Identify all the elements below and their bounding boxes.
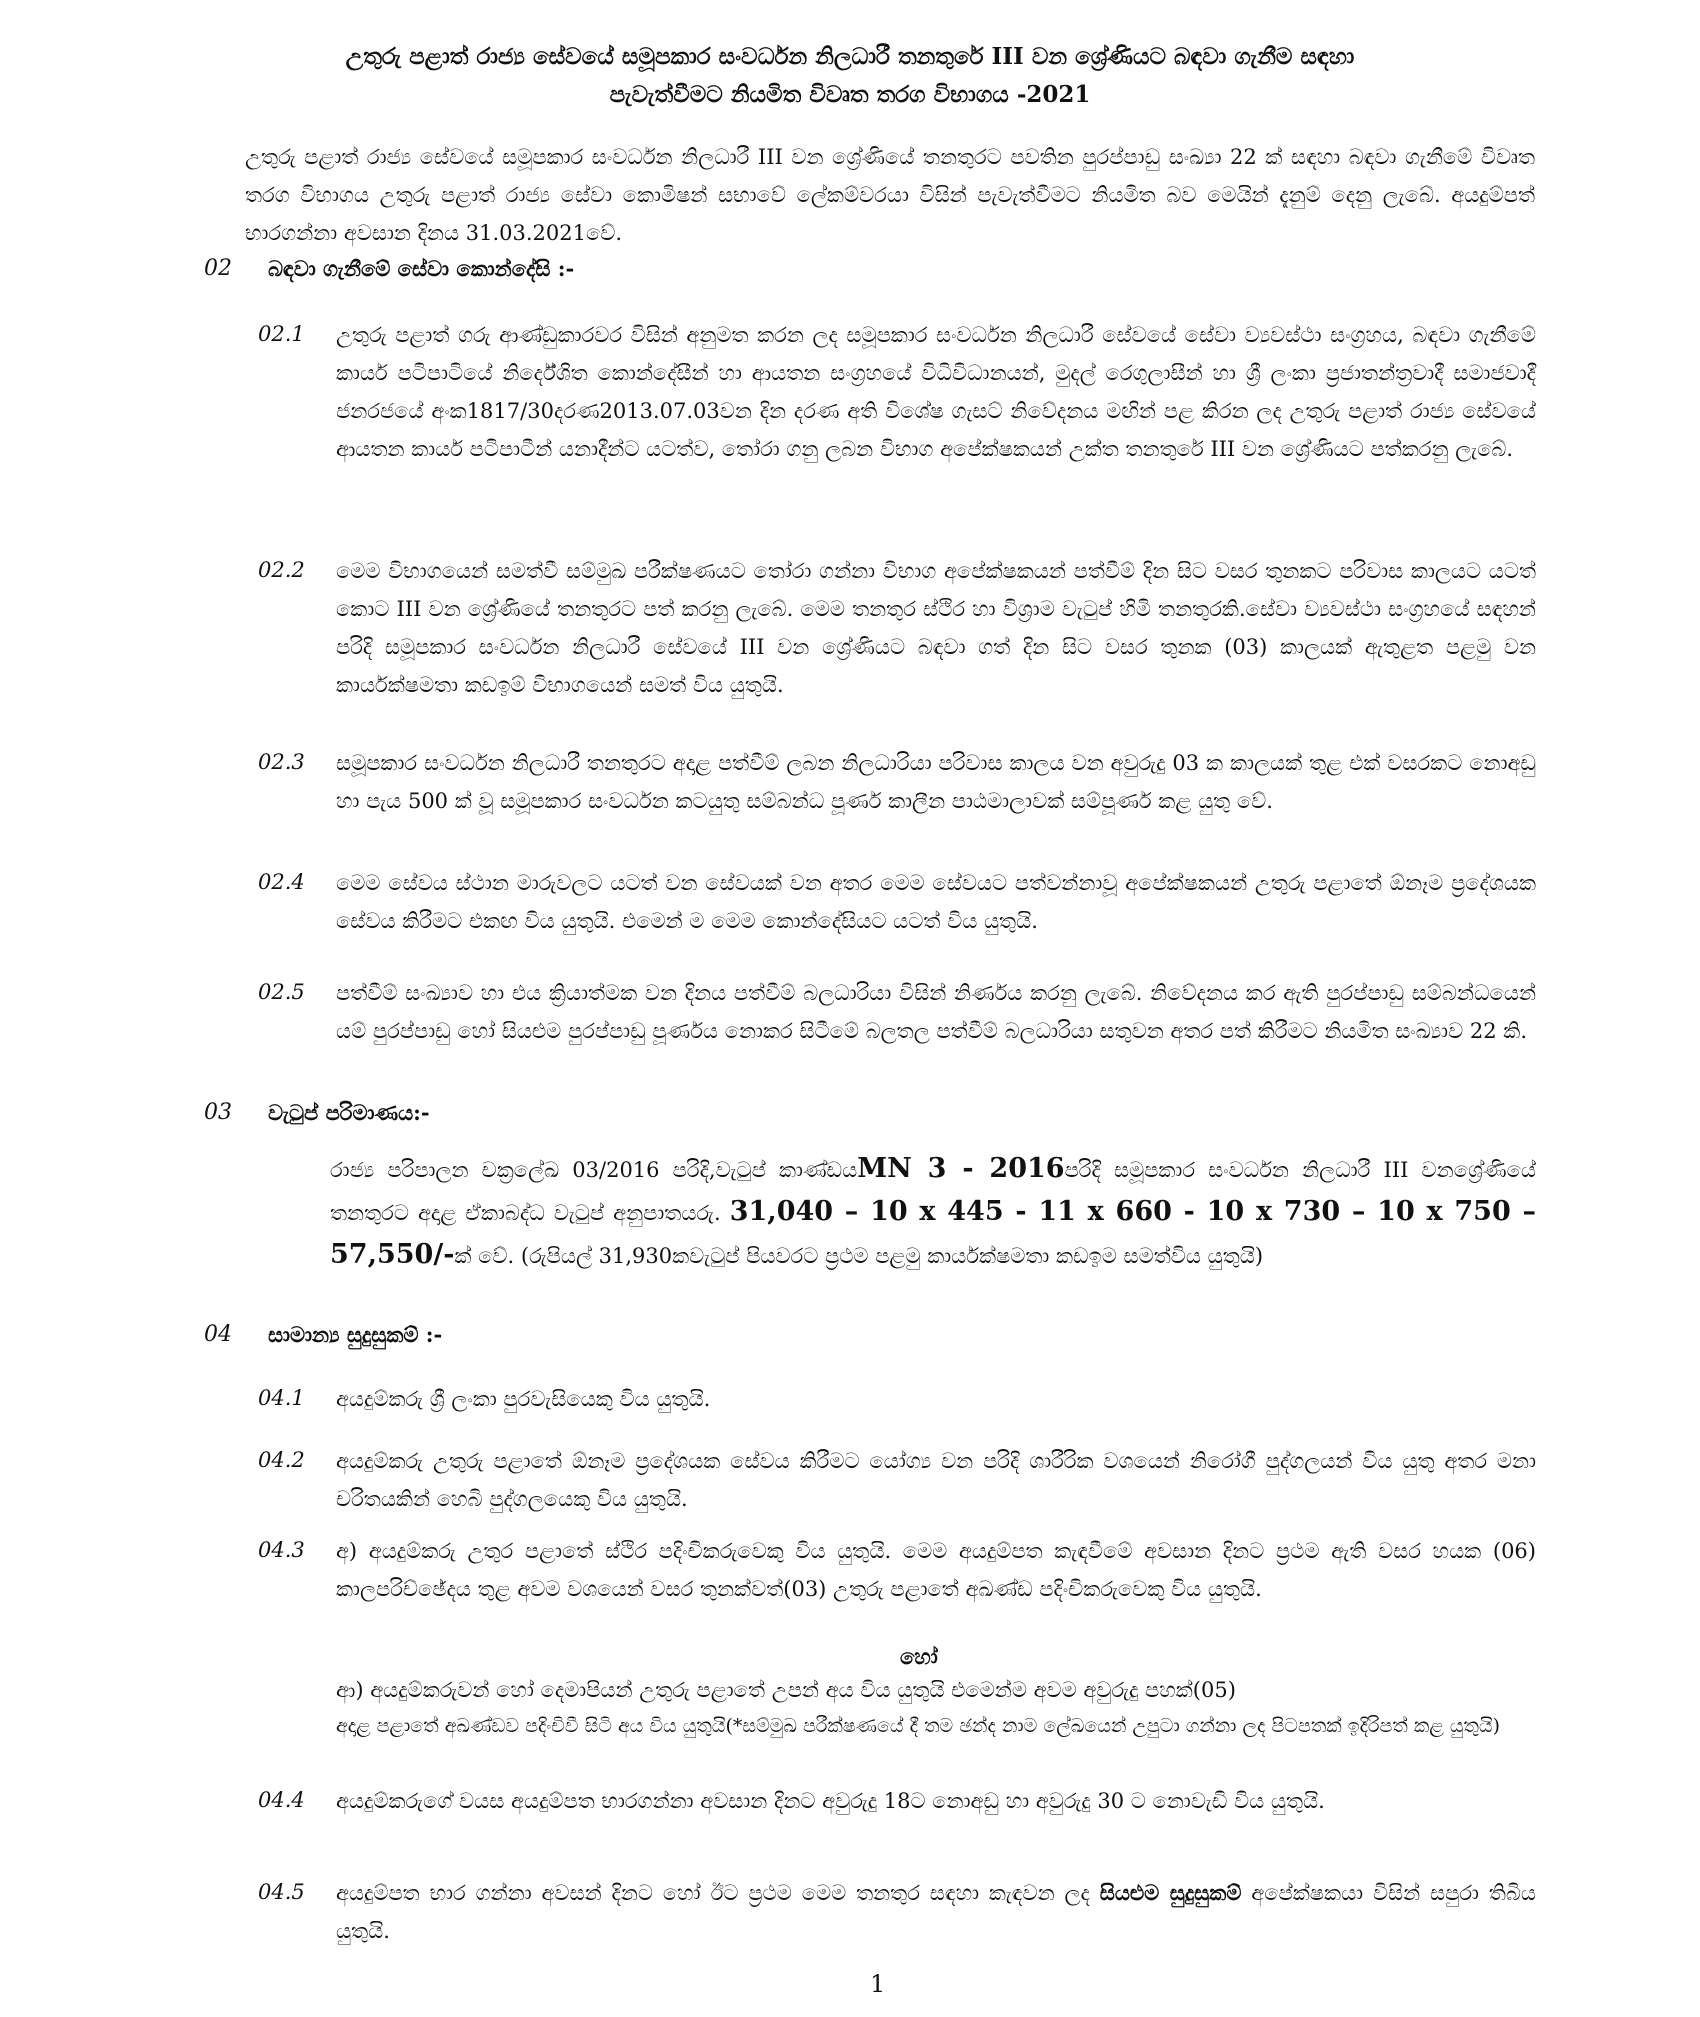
section-02-heading: බඳවා ගැනීමේ සේවා කොන්දේසි :- [268, 256, 575, 281]
item-02-4-number: 02.4 [258, 870, 305, 894]
item-04-3-text: අ) අයදුම්කරු උතුර පළාතේ ස්ථිර පදිංචිකරුවෙකු විය යුතුයි. මෙම අයදුම්පත කැඳවීමේ අවසාන දිනට ප්‍රථම ඇති වසර හයක (06) කාලපරිච්ඡේදය තුළ අවම වශයෙන් වසර තුනක්වත්(03) උතුරු පළාතේ අඛණ්ඩ පදිංචිකරුවෙකු විය යුතුයි. [336, 1539, 1536, 1601]
item-04-5-number: 04.5 [258, 1880, 305, 1904]
item-02-3-text: සමූපකාර සංවර්ධන නිලධාරී තනතුරට අදාළ පත්වීම් ලබන නිලධාරියා පරිවාස කාලය වන අවුරුදු 03 ක කාලයක් තුළ එක් වසරකට නොඅඩු හා පැය 500 ක් වූ සමූපකාර සංවර්ධන කටයුතු සම්බන්ධ පූර්ණ කාලීන පාඨමාලාවක් සම්පූර්ණ කළ යුතු වේ. [336, 751, 1536, 813]
document-title [160, 38, 1540, 114]
salary-text-c: ක් වේ. (රුපියල් 31,930කවැටුප් පියවරට ප්‍රථම පළමු කාර්යක්ෂමතා කඩඉම සමත්විය යුතුයි) [454, 1244, 1264, 1268]
item-02-5-text: පත්වීම් සංඛ්‍යාව හා එය ක්‍රියාත්මක වන දිනය පත්වීම් බලධාරියා විසින් නිර්ණය කරනු ලැබේ. නිවේදනය කර ඇති පුරප්පාඩු සම්බන්ධයෙන් යම් පුරප්පාඩු හෝ සියළුම පුරප්පාඩු පූර්ණය නොකර සිටීමේ බලතල පත්වීම් බලධාරියා සතුවන අතර පත් කිරීමට නියමිත සංඛ්‍යාව 22 කි. [336, 981, 1536, 1043]
item-02-3-number: 02.3 [258, 750, 305, 774]
page-number: 1 [870, 1970, 886, 1998]
salary-text-a: රාජ්‍ය පරිපාලන චක්‍රලේඛ 03/2016 පරිදි,වැටුප් කාණ්ඩය [330, 1158, 858, 1182]
salary-scale: 31,040 – 10 x 445 - 11 x 660 - 10 x 730 – 10 x 750 – 57,550/- [330, 1196, 1536, 1270]
item-04-4-text: අයදුම්කරුගේ වයස අයදුම්පත භාරගන්නා අවසාන දිනට අවුරුදු 18ට නොඅඩු හා අවුරුදු 30 ට නොවැඩි විය යුතුයි. [336, 1789, 1325, 1813]
item-04-3-number: 04.3 [258, 1538, 305, 1562]
salary-code: MN 3 - 2016 [857, 1153, 1065, 1184]
item-04-5-bold: සියළුම සුදුසුකම් [1099, 1880, 1242, 1905]
section-03-heading: වැටුප් පරිමාණය:- [268, 1100, 430, 1125]
item-02-4-text: මෙම සේවය ස්ථාන මාරුවලට යටත් වන සේවයක් වන අතර මෙම සේවයට පත්වන්නාවූ අපේක්ෂකයන් උතුරු පළාතේ ඕනෑම ප්‍රදේශයක සේවය කිරීමට එකඟ විය යුතුයි. එමෙන් ම මෙම කොන්දේසියට යටත් විය යුතුයි. [336, 871, 1536, 933]
salary-scale-paragraph [330, 1148, 1536, 1277]
item-04-4-number: 04.4 [258, 1788, 305, 1812]
section-04-heading: සාමාන්‍ය සුදුසුකම් :- [268, 1322, 443, 1347]
item-02-5-number: 02.5 [258, 980, 305, 1004]
item-02-2-text: මෙම විභාගයෙන් සමත්වී සම්මුඛ පරීක්ෂණයට තෝරා ගන්නා විභාග අපේක්ෂකයන් පත්වීම් දින සිට වසර තුනකට පරිවාස කාලයට යටත් කොට III වන ශ්‍රේණියේ තනතුරට පත් කරනු ලැබේ. මෙම තනතුර ස්ථිර හා විශ්‍රාම වැටුප් හිමි තනතුරකි.සේවා ව්‍යවස්ථා සංග්‍රහයේ සඳහන් පරිදි සමූපකාර සංවර්ධන නිලධාරී සේවයේ III වන ශ්‍රේණියට බඳවා ගත් දින සිට වසර තුනක (03) කාලයක් ඇතුළත පළමු වන කාර්යක්ෂමතා කඩඉම් විභාගයෙන් සමත් විය යුතුයි. [336, 559, 1536, 697]
item-02-1-number: 02.1 [258, 322, 305, 346]
item-04-5-text [336, 1874, 1536, 1950]
section-02-number: 02 [204, 256, 232, 281]
title-line-1: උතුරු පළාත් රාජ්‍ය සේවයේ සමූපකාර සංවර්ධන නිලධාරී තනතුරේ III වන ශ්‍රේණියට බඳවා ගැනීම සඳහා [345, 43, 1355, 70]
salary-text-b: පරිදි සමූපකාර සංවර්ධන නිලධාරී III වනශ්‍රේණියේ තනතුරට අදාළ ඒකාබද්ධ වැටුප් අනුපාතයරු. [330, 1158, 1536, 1225]
option-b-line-1: ආ) අයදුම්කරුවන් හෝ දෙමාපියන් උතුරු පළාතේ උපන් අය විය යුතුයි එමෙන්ම අවම අවුරුදු පහක්(05) [336, 1678, 1236, 1702]
section-04-number: 04 [204, 1322, 232, 1347]
item-04-1-text: අයදුම්කරු ශ්‍රී ලංකා පුරවැසියෙකු විය යුතුයි. [336, 1387, 711, 1411]
item-02-2-number: 02.2 [258, 558, 305, 582]
intro-paragraph: උතුරු පළාත් රාජ්‍ය සේවයේ සමූපකාර සංවර්ධන නිලධාරී III වන ශ්‍රේණියේ තනතුරට පවතින පුරප්පාඩු සංඛ්‍යා 22 ක් සඳහා බඳවා ගැනීමේ විවෘත තරග විභාගය උතුරු පළාත් රාජ්‍ය සේවා කොමිෂන් සභාවේ ලේකම්වරයා විසින් පැවැත්වීමට නියමිත බව මෙයින් දැනුම් දෙනු ලැබේ. අයදුම්පත් භාරගන්නා අවසාන දිනය 31.03.2021වේ. [245, 145, 1535, 245]
item-04-2-text: අයදුම්කරු උතුරු පළාතේ ඕනෑම ප්‍රදේශයක සේවය කිරීමට යෝග්‍ය වන පරිදි ශාරීරික වශයෙන් නිරෝගී පුද්ගලයන් විය යුතු අතර මනා චරිතයකින් හෙබි පුද්ගලයෙකු විය යුතුයි. [336, 1449, 1536, 1511]
title-line-2: පැවැත්වීමට නියමිත විවෘත තරග විභාගය -2021 [609, 81, 1091, 108]
or-separator: හෝ [900, 1644, 938, 1669]
item-02-1-text: උතුරු පළාත් ගරු ආණ්ඩුකාරවර විසින් අනුමත කරන ලද සමූපකාර සංවර්ධන නිලධාරී සේවයේ සේවා ව්‍යවස්ථා සංග්‍රහය, බඳවා ගැනීමේ කාර්ය පටිපාටියේ නිර්දේශිත කොන්දේසීන් හා ආයතන සංග්‍රහයේ විධිවිධානයන්, මුදල් රෙගුලාසීන් හා ශ්‍රී ලංකා ප්‍රජාතන්ත්‍රවාදී සමාජවාදී ජනරජයේ අංක1817/30දරණ2013.07.03වන දින දරණ අති විශේෂ ගැසට් නිවේදනය මඟින් පළ කිරන ලද උතුරු පළාත් රාජ්‍ය සේවයේ ආයතන කාර්ය පටිපාටීන් යනාදීන්ට යටත්ව, තෝරා ගනු ලබන විභාග අපේක්ෂකයන් උක්ත තනතුරේ III වන ශ්‍රේණියට පත්කරනු ලැබේ. [336, 323, 1536, 461]
item-04-1-number: 04.1 [258, 1386, 305, 1410]
item-04-3-option-b [336, 1672, 1536, 1744]
item-04-5-text-a: අයදුම්පත භාර ගන්නා අවසන් දිනට හෝ ඊට ප්‍රථම මෙම තනතුර සඳහා කැඳවන ලද [336, 1881, 1100, 1905]
item-04-5-text-b: අපේක්ෂකයා විසින් සපුරා තිබිය යුතුයි. [336, 1881, 1536, 1943]
option-b-line-2: අදාළ පළාතේ අඛණ්ඩව පදිංචිවී සිටි අය විය යුතුයි(*සම්මුඛ පරීක්ෂණයේ දී තම ඡන්ද නාම ලේඛයෙන් උපුටා ගන්නා ලද පිටපතක් ඉදිරිපත් කළ යුතුයි) [336, 1715, 1500, 1737]
section-03-number: 03 [204, 1100, 232, 1125]
item-04-2-number: 04.2 [258, 1448, 305, 1472]
